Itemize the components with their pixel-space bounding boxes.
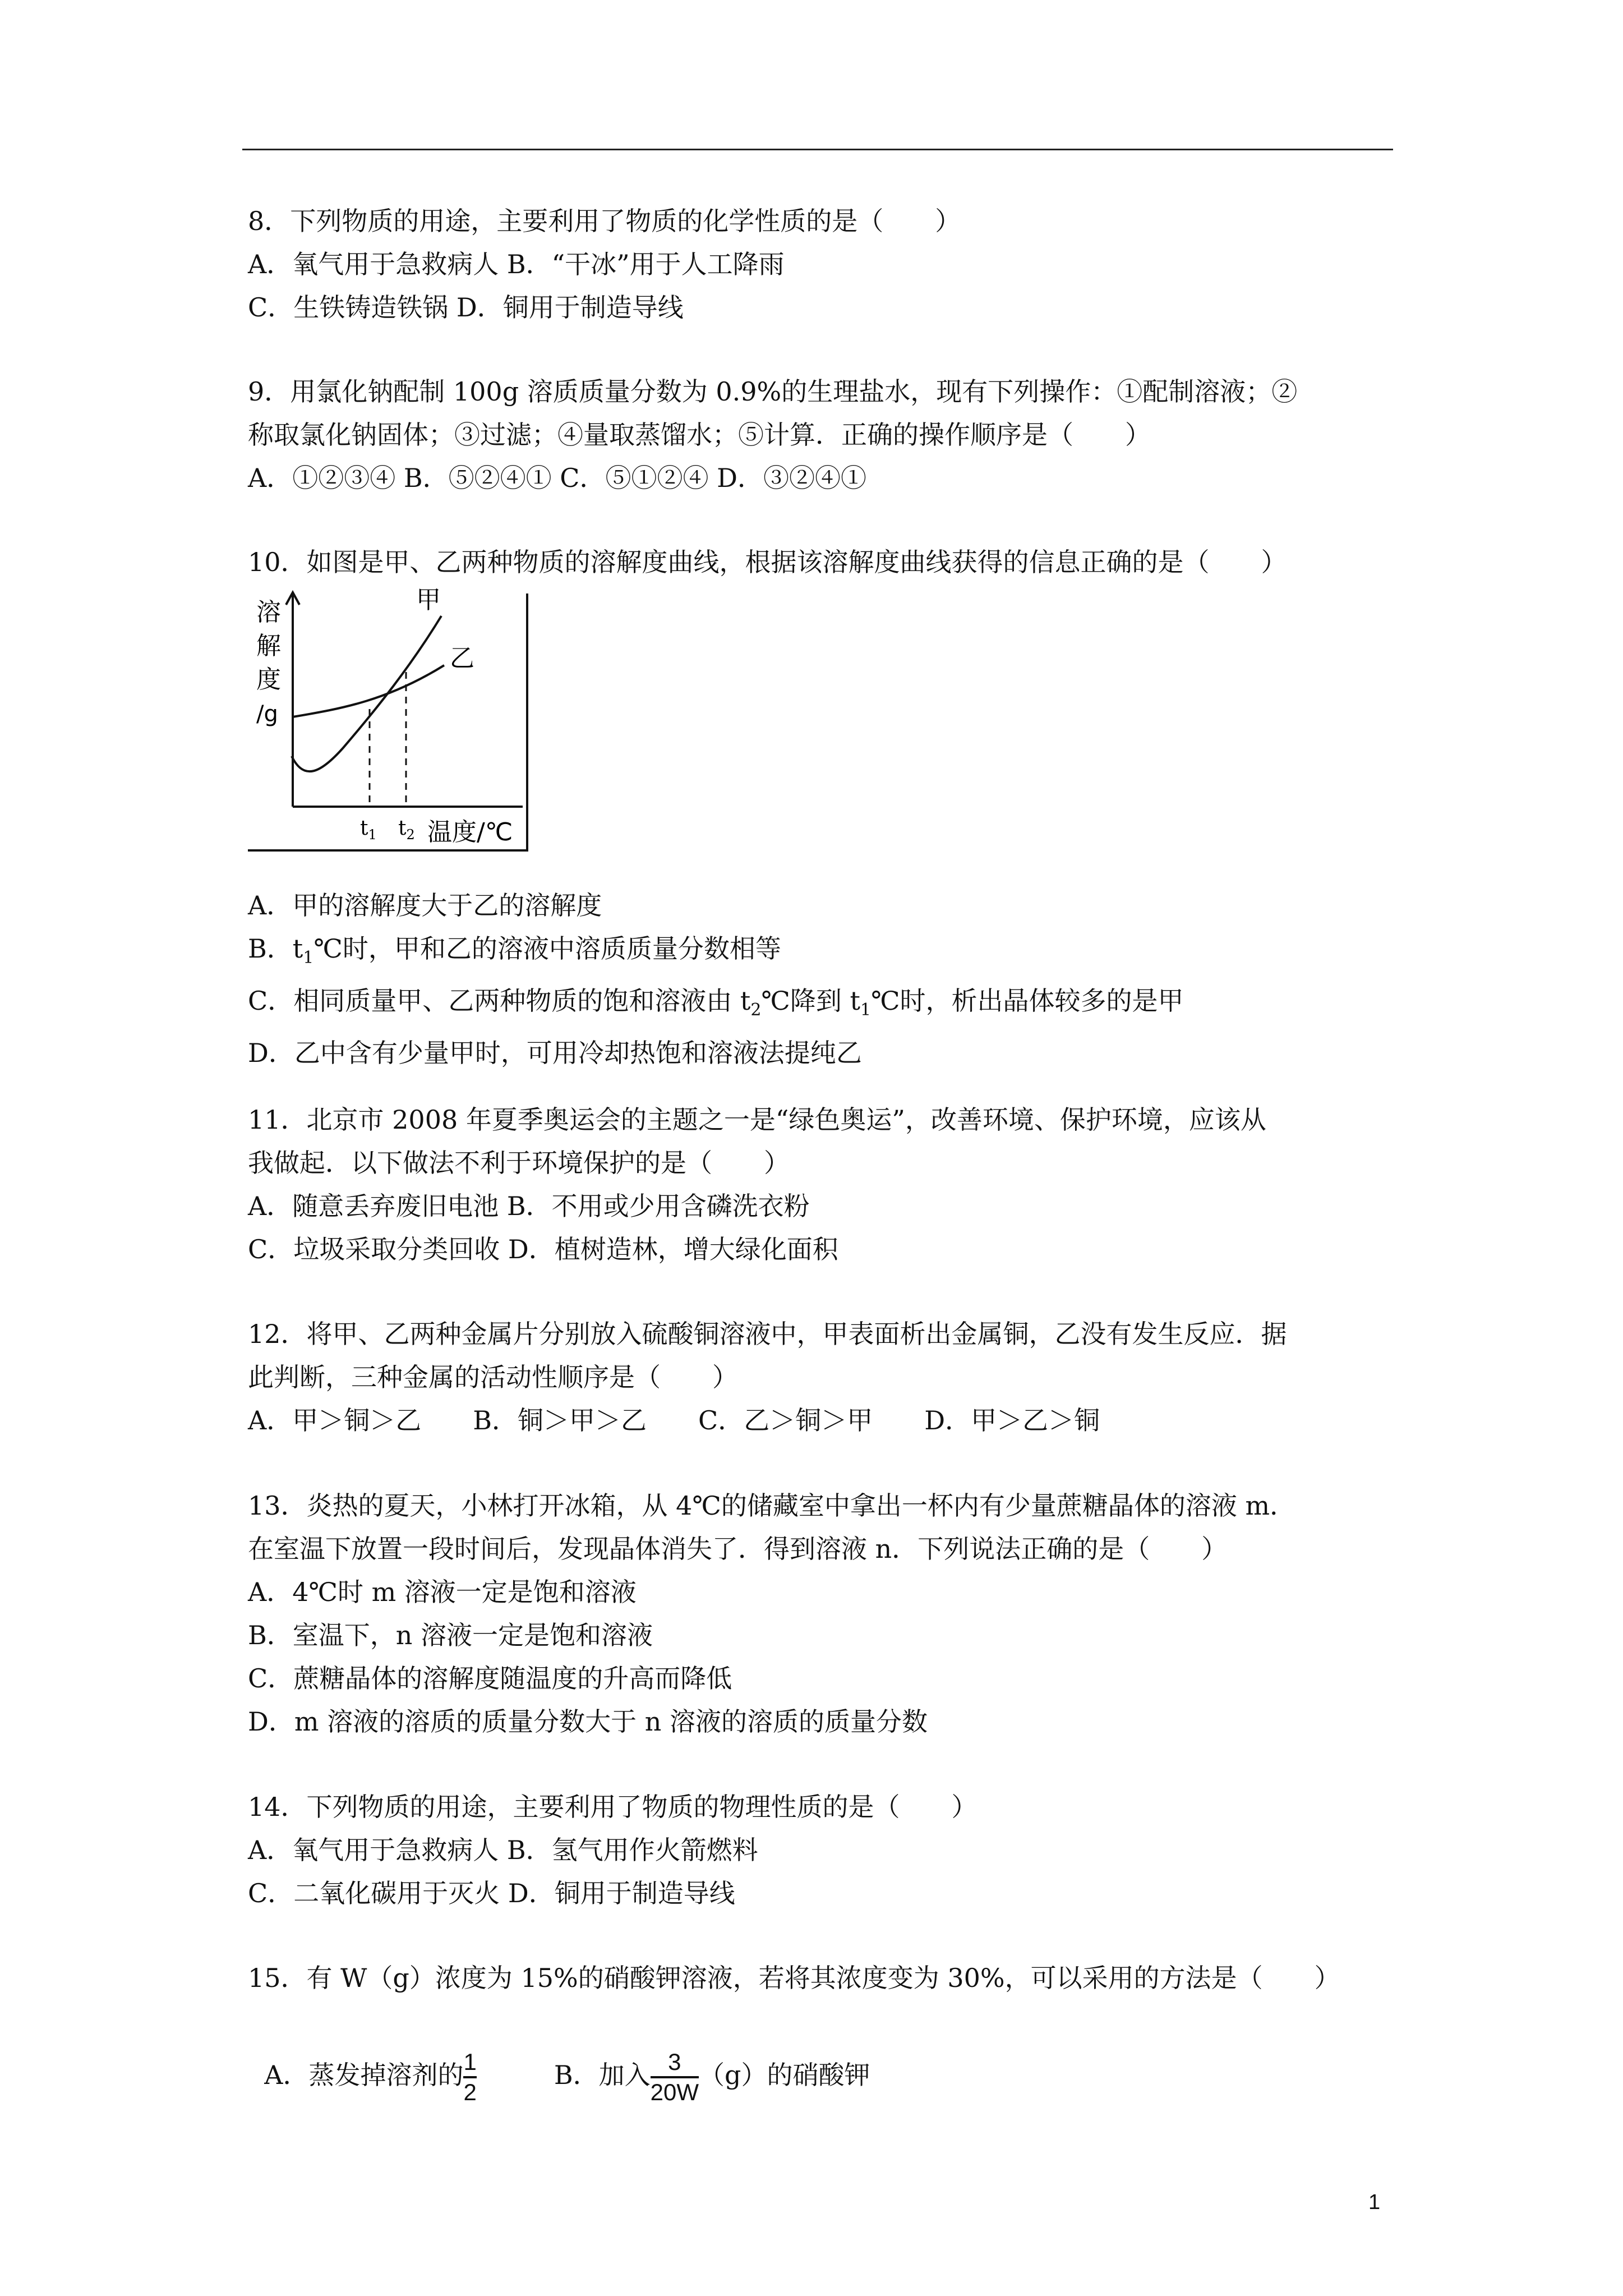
options: A．甲＞铜＞乙 B．铜＞甲＞乙 C．乙＞铜＞甲 D．甲＞乙＞铜 [248,1405,1100,1435]
y-label-1: 溶 [256,598,281,627]
solubility-curve-figure [248,582,540,857]
option-c: C．相同质量甲、乙两种物质的饱和溶液由 $t_2℃$降到 $t_1℃$时，析出晶体较多的是甲 [248,986,1184,1020]
option-b-suffix: （g）的硝酸钾 [699,2060,870,2090]
options-ab: A．随意丢弃废旧电池 B．不用或少用含磷洗衣粉 [248,1191,810,1221]
options-ab: A．氧气用于急救病人 B．氢气用作火箭燃料 [248,1835,758,1865]
option-b-fraction: $\frac{3}{20W}$ [650,2049,699,2105]
curve-yi [293,665,444,717]
option-d: D．乙中含有少量甲时，可用冷却热饱和溶液法提纯乙 [248,1038,862,1069]
question-stem: 14．下列物质的用途，主要利用了物质的物理性质的是（ ） [248,1792,978,1822]
option-a: A．4℃时 m 溶液一定是饱和溶液 [248,1577,637,1607]
curve-jia [292,616,441,771]
question-11 [248,1098,1392,1271]
question-stem-line1: 11．北京市 2008 年夏季奥运会的主题之一是“绿色奥运”，改善环境、保护环境，应该从 [248,1105,1266,1135]
option-b: B．室温下，n 溶液一定是饱和溶液 [248,1620,653,1650]
question-stem-line1: 12．将甲、乙两种金属片分别放入硫酸铜溶液中，甲表面析出金属铜，乙没有发生反应．据 [248,1319,1287,1349]
solubility-curve-svg [248,582,540,857]
question-stem: 10．如图是甲、乙两种物质的溶解度曲线，根据该溶解度曲线获得的信息正确的是（ ） [248,547,1287,577]
question-12 [248,1313,1392,1442]
option-a: A．甲的溶解度大于乙的溶解度 [248,890,602,921]
option-a-fraction: $\frac{1}{2}$ [463,2049,477,2105]
question-stem-line1: 13．炎热的夏天，小林打开冰箱，从 4℃的储藏室中拿出一杯内有少量蔗糖晶体的溶液 m． [248,1490,1296,1521]
options-cd: C．垃圾采取分类回收 D．植树造林，增大绿化面积 [248,1234,838,1264]
question-10-stem [248,541,1392,584]
tick-t1: $t_1$ [360,817,377,843]
y-label-unit: /g [256,701,278,727]
question-stem-line2: 我做起．以下做法不利于环境保护的是（ ） [248,1148,790,1178]
question-15 [248,1957,1392,2000]
question-9 [248,370,1392,500]
y-label-3: 度 [256,665,281,694]
options-ab: A．氧气用于急救病人 B．“干冰”用于人工降雨 [248,249,785,279]
header-rule [242,149,1393,150]
option-c: C．蔗糖晶体的溶解度随温度的升高而降低 [248,1663,732,1694]
question-stem: 8．下列物质的用途，主要利用了物质的化学性质的是（ ） [248,206,961,236]
option-b: B．$t_1℃$时，甲和乙的溶液中溶质质量分数相等 [248,933,781,968]
page-number: 1 [1368,2191,1381,2214]
curve-yi-label: 乙 [450,644,474,673]
question-10-options [248,884,1392,1075]
question-stem-line2: 在室温下放置一段时间后，发现晶体消失了．得到溶液 n．下列说法正确的是（ ） [248,1534,1228,1564]
option-b-text: B．加入 [554,2060,651,2090]
y-label-2: 解 [256,632,281,660]
option-a-text: A．蒸发掉溶剂的 [264,2060,464,2090]
options: A．①②③④ B．⑤②④① C．⑤①②④ D．③②④① [248,463,866,493]
x-axis-label: 温度/℃ [427,818,513,846]
question-15-options [248,2006,870,2105]
options-cd: C．生铁铸造铁锅 D．铜用于制造导线 [248,292,684,323]
question-14 [248,1786,1392,1915]
options-cd: C．二氧化碳用于灭火 D．铜用于制造导线 [248,1878,735,1908]
question-13 [248,1484,1392,1743]
question-stem: 15．有 W（g）浓度为 15%的硝酸钾溶液，若将其浓度变为 30%，可以采用的方法是（ ） [248,1963,1340,1993]
question-stem-line2: 称取氯化钠固体；③过滤；④量取蒸馏水；⑤计算．正确的操作顺序是（ ） [248,420,1151,450]
curve-jia-label: 甲 [416,586,441,614]
tick-t2: $t_2$ [398,817,415,843]
question-stem-line2: 此判断，三种金属的活动性顺序是（ ） [248,1362,738,1392]
question-stem-line1: 9．用氯化钠配制 100g 溶质质量分数为 0.9%的生理盐水，现有下列操作：①配制溶液；② [248,376,1298,407]
option-d: D．m 溶液的溶质的质量分数大于 n 溶液的溶质的质量分数 [248,1706,928,1737]
question-8 [248,200,1392,329]
